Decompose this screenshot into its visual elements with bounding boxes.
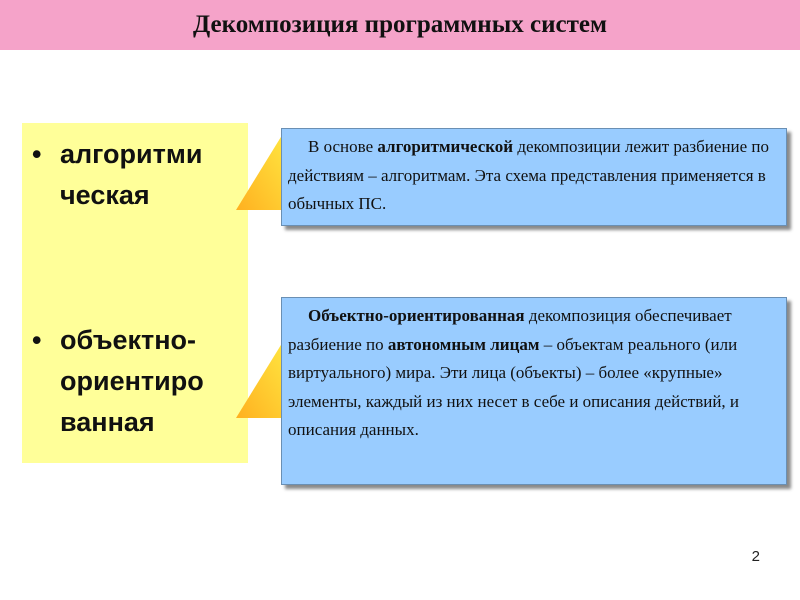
info-box-object-oriented [281,297,787,485]
bullet-text: алгоритми ческая [60,139,203,210]
bullet-marker: • [32,325,42,355]
info-box-algorithmic [281,128,787,226]
triangle-pointer-icon [234,338,286,422]
bold-term: автономным лицам [387,334,540,354]
bold-term: алгоритмической [377,137,514,156]
bullet-text: объектно- ориентиро ванная [60,325,204,437]
text-run: – объектам реального (или виртуального) мира. Эти лица (объекты) – более «крупные» элементы, каждый из них несет в себе и описания действий, и описания данных. [288,334,740,439]
slide-title: Декомпозиция программных систем [193,11,607,38]
text-run: В основе [308,137,374,156]
title-bar [0,0,800,50]
info-text [288,133,780,219]
bullet-item-algorithmic [32,134,240,216]
page-number: 2 [751,548,760,565]
bullet-panel [22,123,248,463]
bullet-marker: • [32,139,42,169]
bold-term: Объектно-ориентированная [308,306,525,325]
triangle-pointer-icon [234,130,286,214]
text-run: декомпозиции лежит разбиение по действиям – алгоритмам. Эта схема представления применяется в обычных ПС. [288,137,770,213]
info-text [288,302,780,445]
bullet-item-object-oriented [32,320,240,443]
text-run: декомпозиция обеспечивает разбиение по [288,306,732,354]
